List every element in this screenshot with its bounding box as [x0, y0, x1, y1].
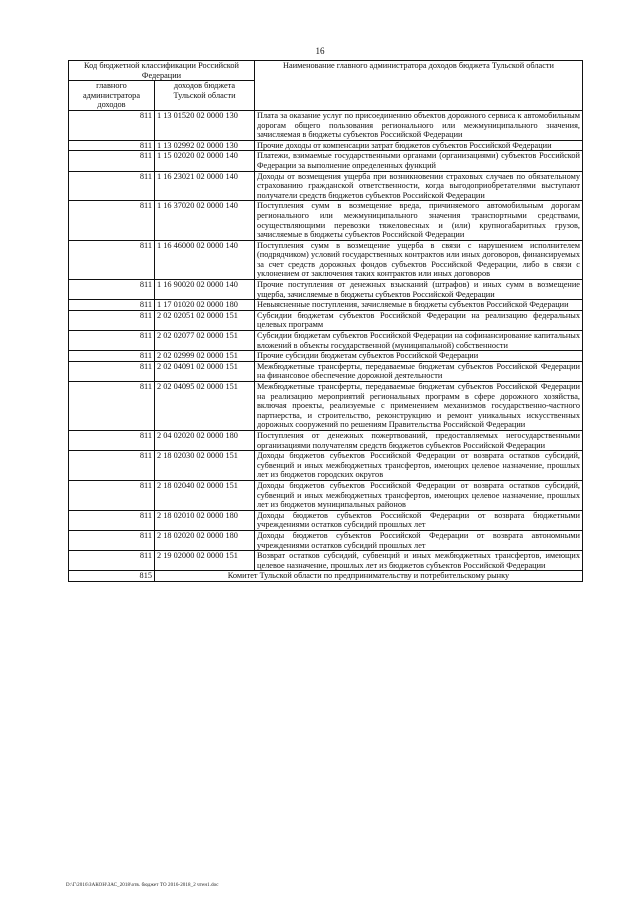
revenue-code-cell: 2 19 02000 02 0000 151 [155, 551, 255, 571]
table-row [69, 110, 583, 140]
table-row [69, 551, 583, 571]
admin-code-cell: 811 [69, 331, 155, 351]
revenue-name-cell: Поступления от денежных пожертвований, предоставляемых негосударственными организациями получателям средств бюджетов субъектов Российской Федерации [255, 430, 583, 450]
revenue-code-cell: 2 18 02010 02 0000 180 [155, 510, 255, 530]
admin-code-cell: 811 [69, 451, 155, 481]
revenue-name-cell: Доходы бюджетов субъектов Российской Федерации от возврата остатков субсидий, субвенций и иных межбюджетных трансфертов, имеющих целевое назначение, прошлых лет из бюджетов муниципальных районов [255, 480, 583, 510]
revenue-code-cell: 2 18 02030 02 0000 151 [155, 451, 255, 481]
admin-code-cell: 811 [69, 310, 155, 330]
admin-code-cell: 811 [69, 300, 155, 311]
table-row [69, 480, 583, 510]
section-admin-name: Комитет Тульской области по предпринимательству и потребительскому рынку [155, 571, 583, 582]
revenue-name-cell: Прочие доходы от компенсации затрат бюджетов субъектов Российской Федерации [255, 140, 583, 151]
revenue-code-cell: 1 13 01520 02 0000 130 [155, 110, 255, 140]
admin-code-cell: 811 [69, 240, 155, 279]
admin-code-cell: 811 [69, 280, 155, 300]
section-row [69, 571, 583, 582]
admin-code-cell: 811 [69, 510, 155, 530]
header-admin-name: Наименование главного администратора доходов бюджета Тульской области [255, 61, 583, 111]
table-row [69, 310, 583, 330]
admin-code-cell: 811 [69, 151, 155, 171]
admin-code-cell: 811 [69, 171, 155, 201]
revenue-name-cell: Возврат остатков субсидий, субвенций и иных межбюджетных трансфертов, имеющих целевое назначение, прошлых лет из бюджетов субъектов Российской Федерации [255, 551, 583, 571]
table-row [69, 361, 583, 381]
revenue-code-cell: 2 04 02020 02 0000 180 [155, 430, 255, 450]
file-path-footer: D:\Г\2016\ЗАКОН\ЗАС_2018\отв. бюджет ТО 2016-2018_2 чтен1.doc [66, 883, 219, 888]
revenue-name-cell: Поступления сумм в возмещение вреда, причиняемого автомобильным дорогам регионального или межмуниципального значения транспортными средствами, осуществляющими перевозки тяжеловесных и (или) крупногабаритных грузов, зачисляемые в бюджеты субъектов Российской Федерации [255, 201, 583, 240]
admin-code-cell: 811 [69, 480, 155, 510]
table-row [69, 201, 583, 240]
table-row [69, 331, 583, 351]
revenue-name-cell: Прочие субсидии бюджетам субъектов Российской Федерации [255, 351, 583, 362]
revenue-name-cell: Субсидии бюджетам субъектов Российской Федерации на реализацию федеральных целевых программ [255, 310, 583, 330]
revenue-code-cell: 2 02 04091 02 0000 151 [155, 361, 255, 381]
admin-code-cell: 811 [69, 351, 155, 362]
table-row [69, 430, 583, 450]
revenue-code-cell: 1 16 46000 02 0000 140 [155, 240, 255, 279]
revenue-name-cell: Прочие поступления от денежных взысканий (штрафов) и иных сумм в возмещение ущерба, зачисляемые в бюджеты субъектов Российской Федерации [255, 280, 583, 300]
revenue-code-cell: 2 18 02020 02 0000 180 [155, 530, 255, 550]
table-row [69, 140, 583, 151]
table-row [69, 280, 583, 300]
revenue-code-cell: 1 15 02020 02 0000 140 [155, 151, 255, 171]
admin-code-cell: 811 [69, 382, 155, 431]
revenue-code-cell: 2 02 02077 02 0000 151 [155, 331, 255, 351]
revenue-code-cell: 1 13 02992 02 0000 130 [155, 140, 255, 151]
admin-code-cell: 811 [69, 140, 155, 151]
table-row [69, 240, 583, 279]
header-row-1 [69, 61, 583, 81]
header-main-admin: главного администратора доходов [69, 81, 155, 111]
revenue-name-cell: Плата за оказание услуг по присоединению объектов дорожного сервиса к автомобильным дорогам общего пользования регионального или межмуниципального значения, зачисляемая в бюджеты субъектов Российской Федерации [255, 110, 583, 140]
table-row [69, 171, 583, 201]
section-admin-code: 815 [69, 571, 155, 582]
table-row [69, 300, 583, 311]
table-row [69, 451, 583, 481]
revenue-code-cell: 1 17 01020 02 0000 180 [155, 300, 255, 311]
revenue-name-cell: Доходы от возмещения ущерба при возникновении страховых случаев по обязательному страхованию гражданской ответственности, когда выгодоприобретателями выступают получатели средств бюджетов субъектов Российской Федерации [255, 171, 583, 201]
revenue-name-cell: Доходы бюджетов субъектов Российской Федерации от возврата остатков субсидий, субвенций и иных межбюджетных трансфертов, имеющих целевое назначение, прошлых лет из бюджетов городских округов [255, 451, 583, 481]
revenue-code-cell: 2 02 04095 02 0000 151 [155, 382, 255, 431]
header-budget-revenues: доходов бюджета Тульской области [155, 81, 255, 111]
admin-code-cell: 811 [69, 551, 155, 571]
revenue-name-cell: Межбюджетные трансферты, передаваемые бюджетам субъектов Российской Федерации на финансовое обеспечение дорожной деятельности [255, 361, 583, 381]
header-classification-code: Код бюджетной классификации Российской Федерации [69, 61, 255, 81]
revenue-name-cell: Невыясненные поступления, зачисляемые в бюджеты субъектов Российской Федерации [255, 300, 583, 311]
admin-code-cell: 811 [69, 201, 155, 240]
revenue-code-cell: 1 16 37020 02 0000 140 [155, 201, 255, 240]
revenue-code-cell: 2 02 02999 02 0000 151 [155, 351, 255, 362]
admin-code-cell: 811 [69, 361, 155, 381]
revenue-name-cell: Платежи, взимаемые государственными органами (организациями) субъектов Российской Федерации за выполнение определенных функций [255, 151, 583, 171]
table-row [69, 151, 583, 171]
revenue-name-cell: Доходы бюджетов субъектов Российской Федерации от возврата бюджетными учреждениями остатков субсидий прошлых лет [255, 510, 583, 530]
table-row [69, 351, 583, 362]
revenue-admin-table [68, 60, 583, 582]
revenue-code-cell: 1 16 23021 02 0000 140 [155, 171, 255, 201]
revenue-name-cell: Межбюджетные трансферты, передаваемые бюджетам субъектов Российской Федерации на реализацию мероприятий региональных программ в сфере дорожного хозяйства, включая проекты, реализуемые с применением механизмов государственно-частного партнерства, и строительство, реконструкцию и ремонт уникальных искусственных дорожных сооружений по решениям Правительства Российской Федерации [255, 382, 583, 431]
revenue-name-cell: Поступления сумм в возмещение ущерба в связи с нарушением исполнителем (подрядчиком) условий государственных контрактов или иных договоров, финансируемых за счет средств дорожных фондов субъектов Российской Федерации, либо в связи с уклонением от заключения таких контрактов или иных договоров [255, 240, 583, 279]
admin-code-cell: 811 [69, 530, 155, 550]
revenue-name-cell: Доходы бюджетов субъектов Российской Федерации от возврата автономными учреждениями остатков субсидий прошлых лет [255, 530, 583, 550]
table-row [69, 510, 583, 530]
revenue-code-cell: 2 02 02051 02 0000 151 [155, 310, 255, 330]
table-row [69, 382, 583, 431]
table-row [69, 530, 583, 550]
admin-code-cell: 811 [69, 430, 155, 450]
revenue-name-cell: Субсидии бюджетам субъектов Российской Федерации на софинансирование капитальных вложений в объекты государственной (муниципальной) собственности [255, 331, 583, 351]
revenue-code-cell: 1 16 90020 02 0000 140 [155, 280, 255, 300]
admin-code-cell: 811 [69, 110, 155, 140]
revenue-code-cell: 2 18 02040 02 0000 151 [155, 480, 255, 510]
page-number: 16 [315, 46, 325, 56]
